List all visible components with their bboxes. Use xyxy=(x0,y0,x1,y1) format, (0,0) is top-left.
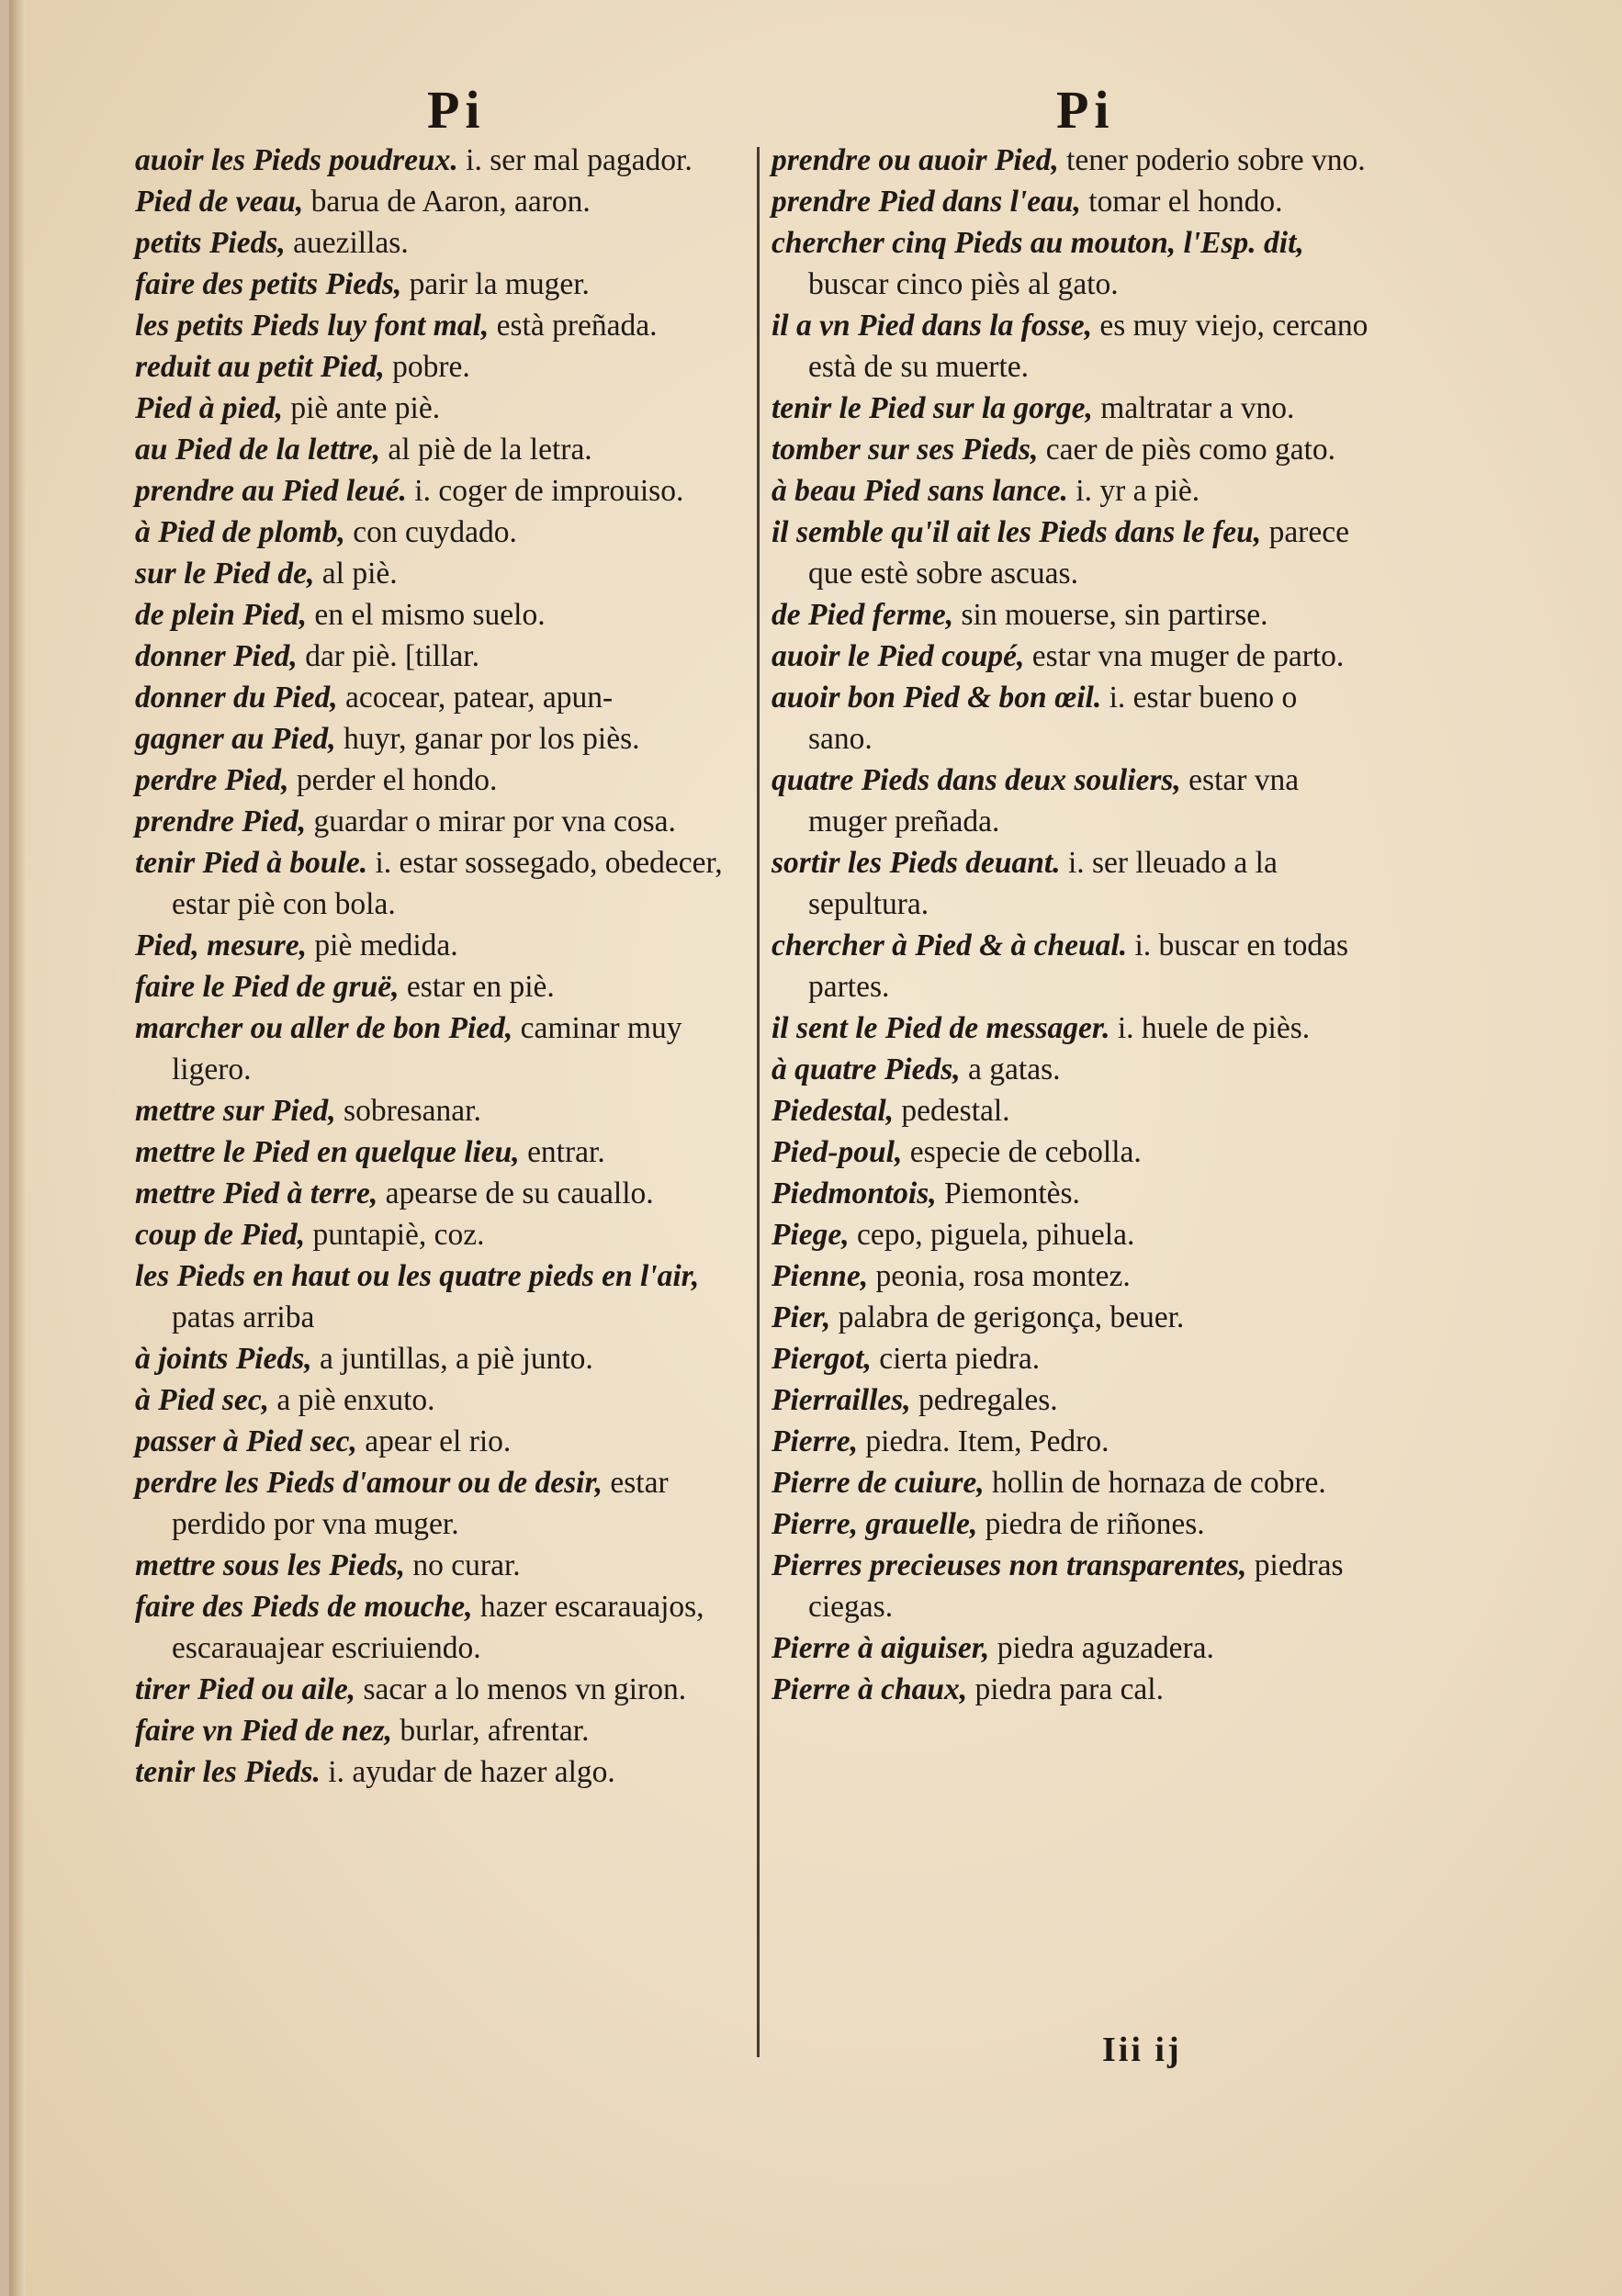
dictionary-entry xyxy=(772,1297,1369,1338)
dictionary-entry xyxy=(772,1669,1369,1710)
entry-headword: mettre le Pied en quelque lieu, xyxy=(135,1135,520,1169)
entry-definition: i. coger de improuiso. xyxy=(406,474,684,508)
entry-definition: piedra para cal. xyxy=(967,1672,1164,1706)
dictionary-entry xyxy=(135,429,732,470)
dictionary-entry xyxy=(772,1379,1369,1421)
entry-headword: prendre Pied dans l'eau, xyxy=(772,185,1081,219)
dictionary-entry xyxy=(772,1503,1369,1545)
entry-headword: faire des Pieds de mouche, xyxy=(135,1590,473,1624)
dictionary-entry xyxy=(772,677,1369,760)
dictionary-entry xyxy=(135,140,732,181)
dictionary-entry xyxy=(772,760,1369,842)
dictionary-entry xyxy=(772,140,1369,181)
dictionary-entry xyxy=(772,1255,1369,1297)
dictionary-entry xyxy=(135,1214,732,1255)
entry-definition: dar piè. [tillar. xyxy=(297,639,479,673)
entry-definition: acocear, patear, apun- xyxy=(337,681,614,715)
entry-headword: Pied-poul, xyxy=(772,1135,903,1169)
entry-definition: a piè enxuto. xyxy=(269,1383,435,1417)
dictionary-entry xyxy=(135,1090,732,1131)
entry-headword: les petits Pieds luy font mal, xyxy=(135,309,490,343)
entry-definition: entrar. xyxy=(519,1135,605,1169)
column-divider xyxy=(757,147,760,2057)
entry-definition: caminar muy ligero. xyxy=(172,1011,682,1086)
entry-headword: perdre Pied, xyxy=(135,763,289,797)
entry-definition: i. buscar en todas partes. xyxy=(808,929,1349,1004)
entry-headword: faire des petits Pieds, xyxy=(135,267,402,301)
dictionary-entry xyxy=(772,305,1369,388)
entry-definition: piedra de riñones. xyxy=(977,1507,1205,1541)
entry-headword: donner du Pied, xyxy=(135,681,338,715)
dictionary-entry xyxy=(772,1007,1369,1049)
entry-definition: estar vna muger de parto. xyxy=(1024,639,1345,673)
entry-definition: barua de Aaron, aaron. xyxy=(303,185,591,219)
dictionary-entry xyxy=(135,1462,732,1545)
signature-mark: Iii ij xyxy=(1102,2031,1182,2069)
dictionary-entry xyxy=(772,1338,1369,1379)
dictionary-entry xyxy=(135,718,732,760)
dictionary-entry xyxy=(772,842,1369,925)
dictionary-entry xyxy=(135,1007,732,1090)
dictionary-entry xyxy=(135,925,732,966)
entry-headword: marcher ou aller de bon Pied, xyxy=(135,1011,513,1045)
dictionary-entry xyxy=(135,1751,732,1793)
entry-definition: i. huele de piès. xyxy=(1109,1011,1311,1045)
dictionary-entry xyxy=(772,388,1369,429)
dictionary-entry xyxy=(135,594,732,636)
entry-headword: mettre sous les Pieds, xyxy=(135,1548,406,1582)
entry-definition: piedras ciegas. xyxy=(808,1548,1344,1624)
entry-definition: pobre. xyxy=(384,350,470,384)
entry-definition: no curar. xyxy=(405,1548,521,1582)
entry-headword: Pied de veau, xyxy=(135,185,304,219)
entry-headword: tenir le Pied sur la gorge, xyxy=(772,391,1093,425)
entry-definition: burlar, afrentar. xyxy=(392,1714,590,1748)
entry-headword: auoir bon Pied & bon œil. xyxy=(772,681,1102,715)
entry-definition: en el mismo suelo. xyxy=(307,598,546,632)
dictionary-entry xyxy=(772,636,1369,677)
dictionary-page xyxy=(9,0,1622,2296)
entry-headword: les Pieds en haut ou les quatre pieds en l'air, xyxy=(135,1259,700,1293)
entry-definition: especie de cebolla. xyxy=(902,1135,1142,1169)
dictionary-entry xyxy=(135,222,732,264)
dictionary-entry xyxy=(772,1627,1369,1669)
entry-headword: au Pied de la lettre, xyxy=(135,433,381,467)
entry-definition: apear el rio. xyxy=(356,1424,512,1458)
dictionary-entry xyxy=(135,264,732,305)
entry-definition: sin mouerse, sin partirse. xyxy=(953,598,1268,632)
entry-headword: quatre Pieds dans deux souliers, xyxy=(772,763,1181,797)
entry-headword: il a vn Pied dans la fosse, xyxy=(772,309,1092,343)
entry-definition: piè ante piè. xyxy=(282,391,441,425)
dictionary-entry xyxy=(772,1421,1369,1462)
dictionary-entry xyxy=(135,1379,732,1421)
entry-headword: prendre Pied, xyxy=(135,805,307,838)
entry-headword: sur le Pied de, xyxy=(135,557,315,591)
dictionary-entry xyxy=(135,1255,732,1338)
entry-definition: buscar cinco piès al gato. xyxy=(808,267,1119,301)
dictionary-entry xyxy=(135,1338,732,1379)
entry-definition: a juntillas, a piè junto. xyxy=(311,1342,593,1376)
entry-headword: Piedmontois, xyxy=(772,1176,937,1210)
entry-headword: à joints Pieds, xyxy=(135,1342,312,1376)
dictionary-entry xyxy=(772,1462,1369,1503)
entry-headword: à Pied sec, xyxy=(135,1383,270,1417)
entry-definition: con cuydado. xyxy=(344,515,517,549)
dictionary-entry xyxy=(772,222,1369,305)
entry-headword: de plein Pied, xyxy=(135,598,307,632)
entry-definition: al piè de la letra. xyxy=(380,433,592,467)
dictionary-entry xyxy=(135,677,732,718)
entry-headword: Pierre, grauelle, xyxy=(772,1507,978,1541)
entry-definition: patas arriba xyxy=(172,1300,315,1334)
entry-definition: parir la muger. xyxy=(401,267,590,301)
entry-definition: al piè. xyxy=(314,557,398,591)
dictionary-entry xyxy=(135,346,732,388)
dictionary-entry xyxy=(135,760,732,801)
entry-definition: piè medida. xyxy=(307,929,458,962)
dictionary-entry xyxy=(135,1131,732,1173)
entry-definition: piedra. Item, Pedro. xyxy=(857,1424,1109,1458)
entry-definition: Piemontès. xyxy=(936,1176,1080,1210)
entry-definition: i. estar bueno o sano. xyxy=(808,681,1298,756)
dictionary-entry xyxy=(135,1545,732,1586)
entry-definition: i. ayudar de hazer algo. xyxy=(320,1755,615,1789)
entry-headword: gagner au Pied, xyxy=(135,722,336,756)
entry-headword: prendre au Pied leué. xyxy=(135,474,407,508)
dictionary-entry xyxy=(135,1669,732,1710)
dictionary-entry xyxy=(772,1049,1369,1090)
dictionary-entry xyxy=(772,181,1369,222)
entry-headword: passer à Pied sec, xyxy=(135,1424,357,1458)
entry-headword: Pierres precieuses non transparentes, xyxy=(772,1548,1247,1582)
entry-definition: i. ser mal pagador. xyxy=(457,143,693,177)
dictionary-entry xyxy=(772,1214,1369,1255)
entry-definition: pedregales. xyxy=(910,1383,1058,1417)
dictionary-entry xyxy=(135,470,732,512)
entry-headword: à beau Pied sans lance. xyxy=(772,474,1068,508)
dictionary-entry xyxy=(772,1173,1369,1214)
entry-definition: puntapiè, coz. xyxy=(305,1218,485,1252)
entry-headword: petits Pieds, xyxy=(135,226,286,260)
entry-headword: Piedestal, xyxy=(772,1094,895,1128)
entry-headword: tomber sur ses Pieds, xyxy=(772,433,1039,467)
entry-definition: maltratar a vno. xyxy=(1092,391,1295,425)
entry-headword: donner Pied, xyxy=(135,639,298,673)
entry-definition: i. estar sossegado, obedecer, estar piè con bola. xyxy=(172,846,723,921)
left-column xyxy=(135,140,732,1793)
entry-headword: auoir les Pieds poudreux. xyxy=(135,143,458,177)
entry-headword: Pienne, xyxy=(772,1259,869,1293)
entry-headword: Pierre de cuiure, xyxy=(772,1466,985,1500)
entry-headword: Pierrailles, xyxy=(772,1383,911,1417)
entry-headword: chercher cinq Pieds au mouton, l'Esp. dit, xyxy=(772,226,1304,260)
entry-definition: hollin de hornaza de cobre. xyxy=(984,1466,1326,1500)
dictionary-entry xyxy=(135,512,732,553)
entry-headword: chercher à Pied & à cheual. xyxy=(772,929,1128,962)
entry-definition: perder el hondo. xyxy=(288,763,498,797)
dictionary-entry xyxy=(135,1710,732,1751)
entry-definition: parece que estè sobre ascuas. xyxy=(808,515,1349,591)
entry-headword: Piege, xyxy=(772,1218,850,1252)
entry-headword: faire vn Pied de nez, xyxy=(135,1714,393,1748)
entry-headword: tenir Pied à boule. xyxy=(135,846,368,880)
dictionary-entry xyxy=(135,181,732,222)
entry-headword: il semble qu'il ait les Pieds dans le feu, xyxy=(772,515,1262,549)
dictionary-entry xyxy=(772,925,1369,1007)
entry-definition: i. ser lleuado a la sepultura. xyxy=(808,846,1278,921)
dictionary-entry xyxy=(772,470,1369,512)
dictionary-entry xyxy=(772,1545,1369,1627)
dictionary-entry xyxy=(772,429,1369,470)
entry-definition: cierta piedra. xyxy=(871,1342,1041,1376)
left-column-header: Pi xyxy=(427,80,486,140)
entry-headword: coup de Pied, xyxy=(135,1218,306,1252)
dictionary-entry xyxy=(135,636,732,677)
entry-definition: i. yr a piè. xyxy=(1067,474,1200,508)
entry-headword: à Pied de plomb, xyxy=(135,515,345,549)
entry-definition: a gatas. xyxy=(960,1052,1061,1086)
dictionary-entry xyxy=(135,842,732,925)
entry-definition: auezillas. xyxy=(285,226,409,260)
page-binding-edge xyxy=(9,0,26,2296)
entry-definition: piedra aguzadera. xyxy=(989,1631,1214,1665)
right-column xyxy=(772,140,1369,1710)
entry-definition: tomar el hondo. xyxy=(1080,185,1283,219)
entry-definition: estar perdido por vna muger. xyxy=(172,1466,669,1541)
entry-headword: il sent le Pied de messager. xyxy=(772,1011,1110,1045)
entry-headword: sortir les Pieds deuant. xyxy=(772,846,1061,880)
dictionary-entry xyxy=(135,1173,732,1214)
entry-definition: estar vna muger preñada. xyxy=(808,763,1300,838)
dictionary-entry xyxy=(135,966,732,1007)
entry-definition: peonia, rosa montez. xyxy=(868,1259,1131,1293)
dictionary-entry xyxy=(135,305,732,346)
entry-headword: faire le Pied de gruë, xyxy=(135,970,400,1004)
dictionary-entry xyxy=(135,801,732,842)
entry-definition: estar en piè. xyxy=(399,970,555,1004)
entry-definition: palabra de gerigonça, beuer. xyxy=(830,1300,1185,1334)
entry-definition: cepo, piguela, pihuela. xyxy=(849,1218,1135,1252)
entry-headword: Pier, xyxy=(772,1300,831,1334)
dictionary-entry xyxy=(135,388,732,429)
entry-headword: de Pied ferme, xyxy=(772,598,954,632)
entry-definition: apearse de su cauallo. xyxy=(377,1176,654,1210)
entry-definition: pedestal. xyxy=(894,1094,1010,1128)
entry-headword: Pied, mesure, xyxy=(135,929,308,962)
entry-headword: mettre Pied à terre, xyxy=(135,1176,378,1210)
entry-definition: caer de piès como gato. xyxy=(1038,433,1336,467)
entry-headword: Pierre à aiguiser, xyxy=(772,1631,990,1665)
dictionary-entry xyxy=(772,512,1369,594)
entry-headword: à quatre Pieds, xyxy=(772,1052,961,1086)
entry-headword: perdre les Pieds d'amour ou de desir, xyxy=(135,1466,603,1500)
entry-headword: Pierre, xyxy=(772,1424,858,1458)
entry-definition: es muy viejo, cercano està de su muerte. xyxy=(808,309,1369,384)
right-column-header: Pi xyxy=(1056,80,1115,140)
entry-headword: mettre sur Pied, xyxy=(135,1094,336,1128)
entry-headword: auoir le Pied coupé, xyxy=(772,639,1025,673)
entry-headword: reduit au petit Pied, xyxy=(135,350,385,384)
entry-headword: tirer Pied ou aile, xyxy=(135,1672,356,1706)
dictionary-entry xyxy=(135,1586,732,1669)
dictionary-entry xyxy=(135,1421,732,1462)
entry-definition: està preñada. xyxy=(489,309,658,343)
entry-headword: Pied à pied, xyxy=(135,391,283,425)
entry-definition: tener poderio sobre vno. xyxy=(1058,143,1366,177)
dictionary-entry xyxy=(772,1090,1369,1131)
entry-headword: Pierre à chaux, xyxy=(772,1672,968,1706)
entry-headword: tenir les Pieds. xyxy=(135,1755,321,1789)
entry-definition: huyr, ganar por los piès. xyxy=(335,722,640,756)
entry-headword: Piergot, xyxy=(772,1342,872,1376)
dictionary-entry xyxy=(772,594,1369,636)
entry-definition: hazer escarauajos, escarauajear escriuiendo. xyxy=(172,1590,704,1665)
dictionary-entry xyxy=(135,553,732,594)
entry-definition: guardar o mirar por vna cosa. xyxy=(306,805,676,838)
dictionary-entry xyxy=(772,1131,1369,1173)
entry-headword: prendre ou auoir Pied, xyxy=(772,143,1059,177)
entry-definition: sobresanar. xyxy=(335,1094,481,1128)
entry-definition: sacar a lo menos vn giron. xyxy=(355,1672,687,1706)
